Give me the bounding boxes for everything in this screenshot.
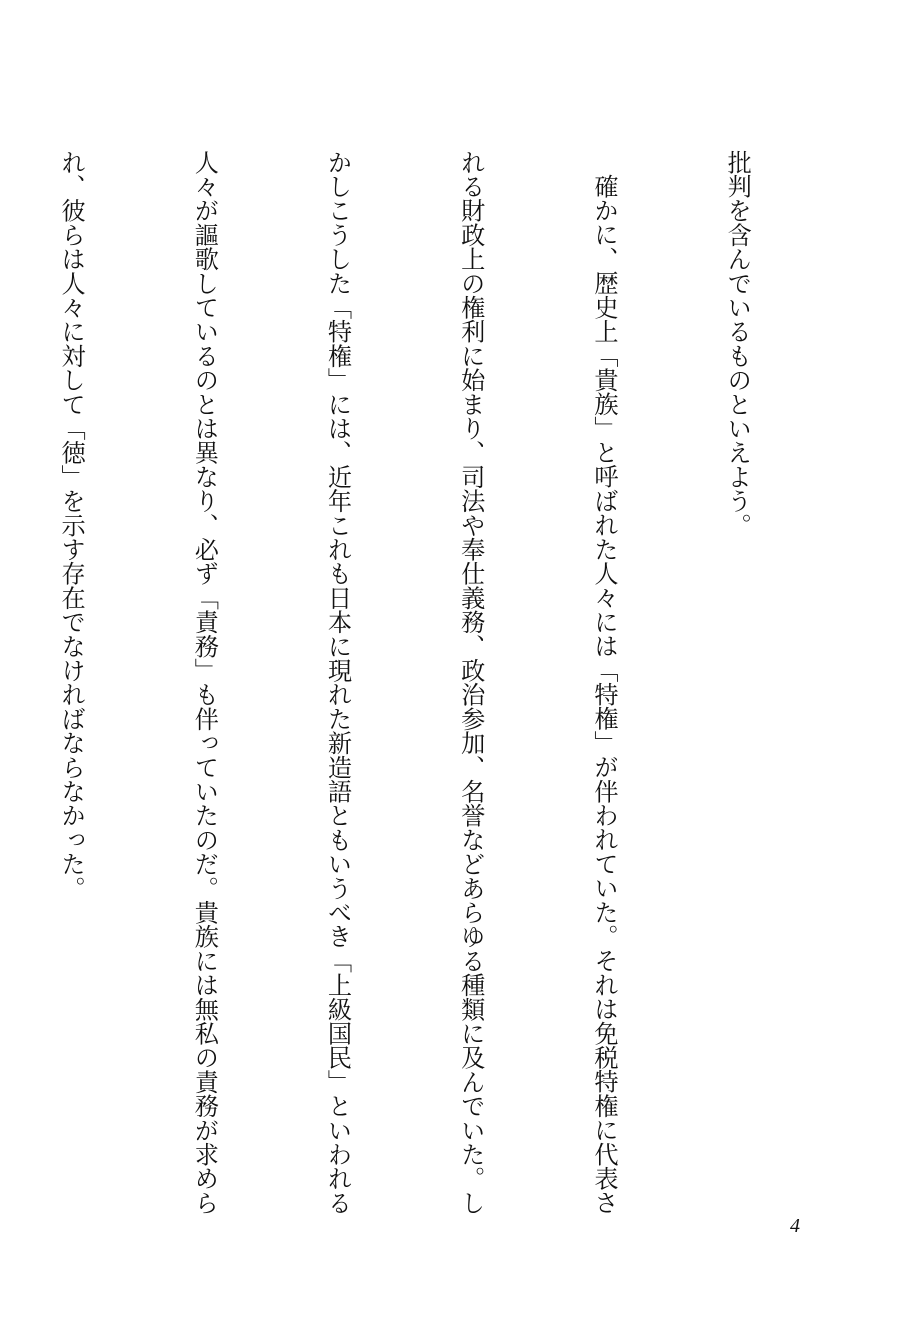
text-column: 批判を含んでいるものといえよう。 xyxy=(723,150,752,538)
vertical-text-body xyxy=(0,150,848,1215)
text-column: 確かに、歴史上「貴族」と呼ばれた人々には「特権」が伴われていた。それは免税特権に代表さ xyxy=(589,174,618,1215)
text-column: れ、彼らは人々に対して「徳」を示す存在でなければならなかった。 xyxy=(57,150,86,901)
text-column: かしこうした「特権」には、近年これも日本に現れた新造語ともいうべき「上級国民」といわれる xyxy=(323,150,352,1215)
page-number: 4 xyxy=(790,1215,800,1237)
text-column: 人々が謳歌しているのとは異なり、必ず「責務」も伴っていたのだ。貴族には無私の責務が求めら xyxy=(190,150,219,1215)
text-column: れる財政上の権利に始まり、司法や奉仕義務、政治参加、名誉などあらゆる種類に及んでいた。し xyxy=(456,150,485,1215)
